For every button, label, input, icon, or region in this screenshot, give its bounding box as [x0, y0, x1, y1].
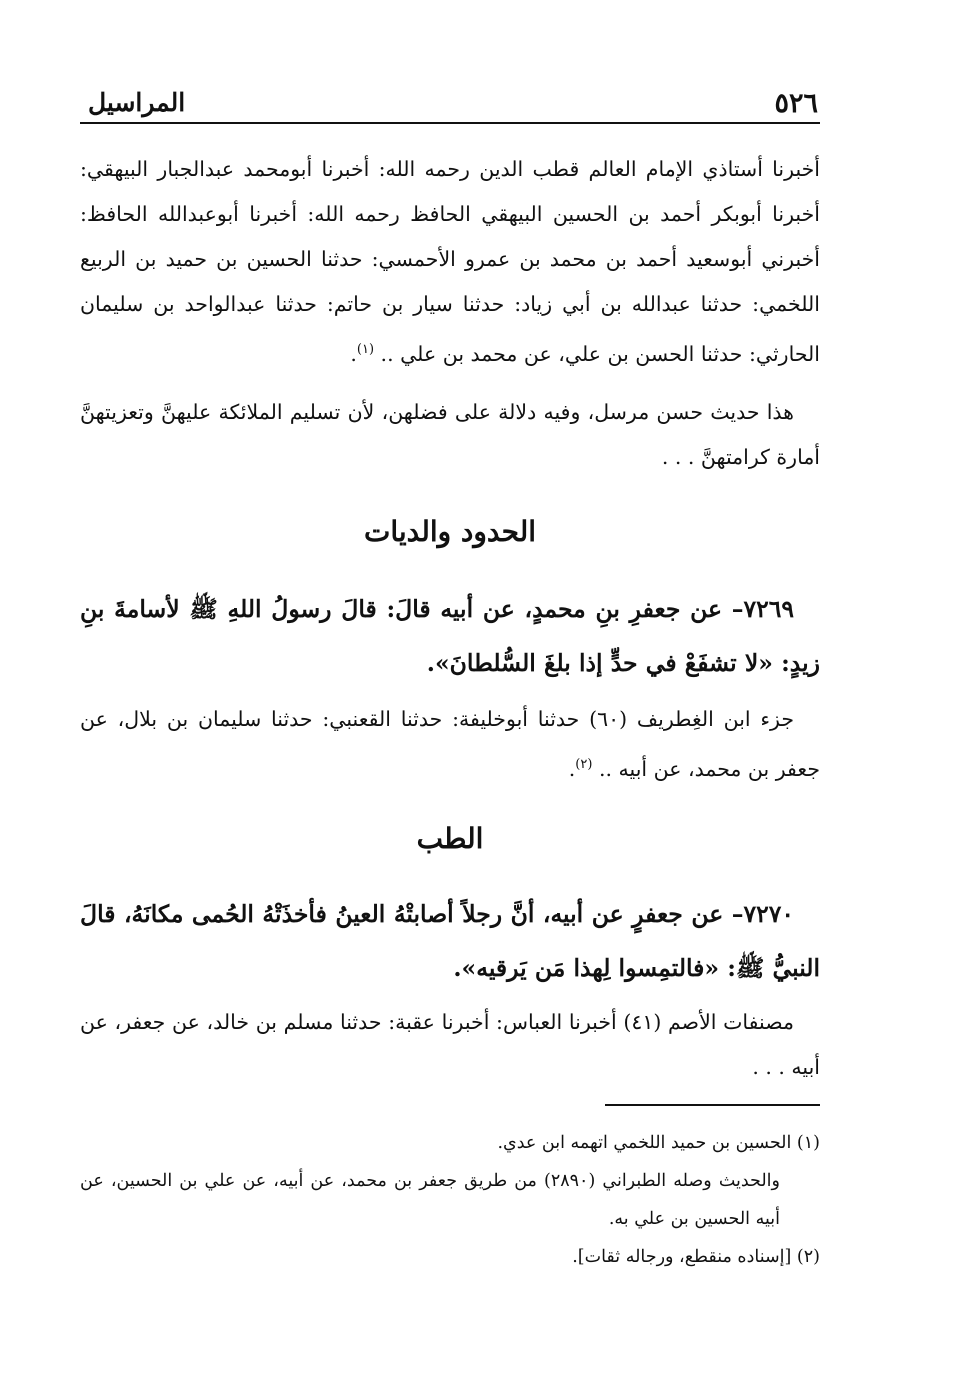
hadith-7269 [80, 582, 820, 690]
isnad-paragraph: أخبرنا أستاذي الإمام العالم قطب الدين رحمه الله: أخبرنا أبومحمد عبدالجبار البيهقي: أخبرنا أبوبكر أحمد بن الحسين البيهقي الحافظ رحمه الله: أخبرنا أبوعبدالله الحافظ: أخبرني أبوسعيد أحمد بن محمد بن عمرو الأحمسي: حدثنا الحسين بن حميد بن الربيع اللخمي: حدثنا عبدالله بن أبي زياد: حدثنا سيار بن حاتم: حدثنا عبدالواحد بن سليمان الحارثي: حدثنا الحسن بن علي، عن محمد بن علي .. $^{(١)}$. [80, 157, 820, 366]
footnote-1-continuation: والحديث وصله الطبراني (٢٨٩٠) من طريق جعفر بن محمد، عن أبيه، عن علي بن الحسين، عن أبيه الحسين بن علي به. [80, 1171, 780, 1229]
source-7270 [80, 1000, 820, 1090]
footnote-separator [605, 1104, 820, 1106]
footnote-ref-1: (١) [356, 342, 375, 357]
footnotes [80, 1124, 820, 1276]
source-7269: جزء ابن الغِطريف (٦٠) حدثنا أبوخليفة: حدثنا القعنبي: حدثنا سليمان بن بلال، عن جعفر بن محمد، عن أبيه .. $^{(٢)}$. [80, 707, 820, 781]
source-7269-text: جزء ابن الغِطريف (٦٠) حدثنا أبوخليفة: حدثنا القعنبي: حدثنا سليمان بن بلال، عن جعفر بن محمد، عن أبيه .. [80, 707, 820, 781]
footnote-ref-2: (٢) [575, 757, 593, 772]
isnad-text: أخبرنا أستاذي الإمام العالم قطب الدين رحمه الله: أخبرنا أبومحمد عبدالجبار البيهقي: أخبرنا أبوبكر أحمد بن الحسين البيهقي الحافظ رحمه الله: أخبرنا أبوعبدالله الحافظ: أخبرني أبوسعيد أحمد بن محمد بن عمرو الأحمسي: حدثنا الحسين بن حميد بن الربيع اللخمي: حدثنا عبدالله بن أبي زياد: حدثنا سيار بن حاتم: حدثنا عبدالواحد بن سليمان الحارثي: حدثنا الحسن بن علي، عن محمد بن علي .. [80, 157, 820, 366]
book-title: المراسيل [88, 88, 186, 117]
hadith-7270 [80, 887, 820, 995]
footnote-1: (١) الحسين بن حميد اللخمي اتهمه ابن عدي. [497, 1133, 820, 1153]
hadith-7270-text: ٧٢٧٠– عن جعفرٍ عن أبيه، أنَّ رجلاً أصابتْهُ العينُ فأخذَتْهُ الحُمى مكانَهُ، قالَ النبيُّ ﷺ: «فالتمِسوا لِهذا مَن يَرقيه». [80, 900, 820, 982]
source-7270-text: مصنفات الأصم (٤١) أخبرنا العباس: أخبرنا عقبة: حدثنا مسلم بن خالد، عن جعفر، عن أبيه . . . [80, 1010, 820, 1079]
section-title-hudud: الحدود والديات [363, 515, 537, 548]
footnote-2: (٢) [إسناده منقطع، ورجاله ثقات]. [572, 1247, 820, 1267]
page-number: ٥٢٦ [774, 88, 818, 119]
commentary-paragraph [80, 390, 820, 480]
header-rule [80, 122, 820, 124]
book-page [80, 0, 820, 1384]
commentary-text: هذا حديث حسن مرسل، وفيه دلالة على فضلهن، لأن تسليم الملائكة عليهنَّ وتعزيتهنَّ أمارة كرامتهنَّ . . . [80, 400, 820, 469]
running-header [80, 88, 820, 122]
section-title-tibb: الطب [416, 822, 484, 855]
hadith-7269-text: ٧٢٦٩– عن جعفرِ بنِ محمدٍ، عن أبيه قالَ: قالَ رسولُ اللهِ ﷺ لأسامةَ بنِ زيدٍ: «لا تشفَعْ في حدٍّ إذا بلغَ السُّلطانَ». [80, 595, 820, 677]
